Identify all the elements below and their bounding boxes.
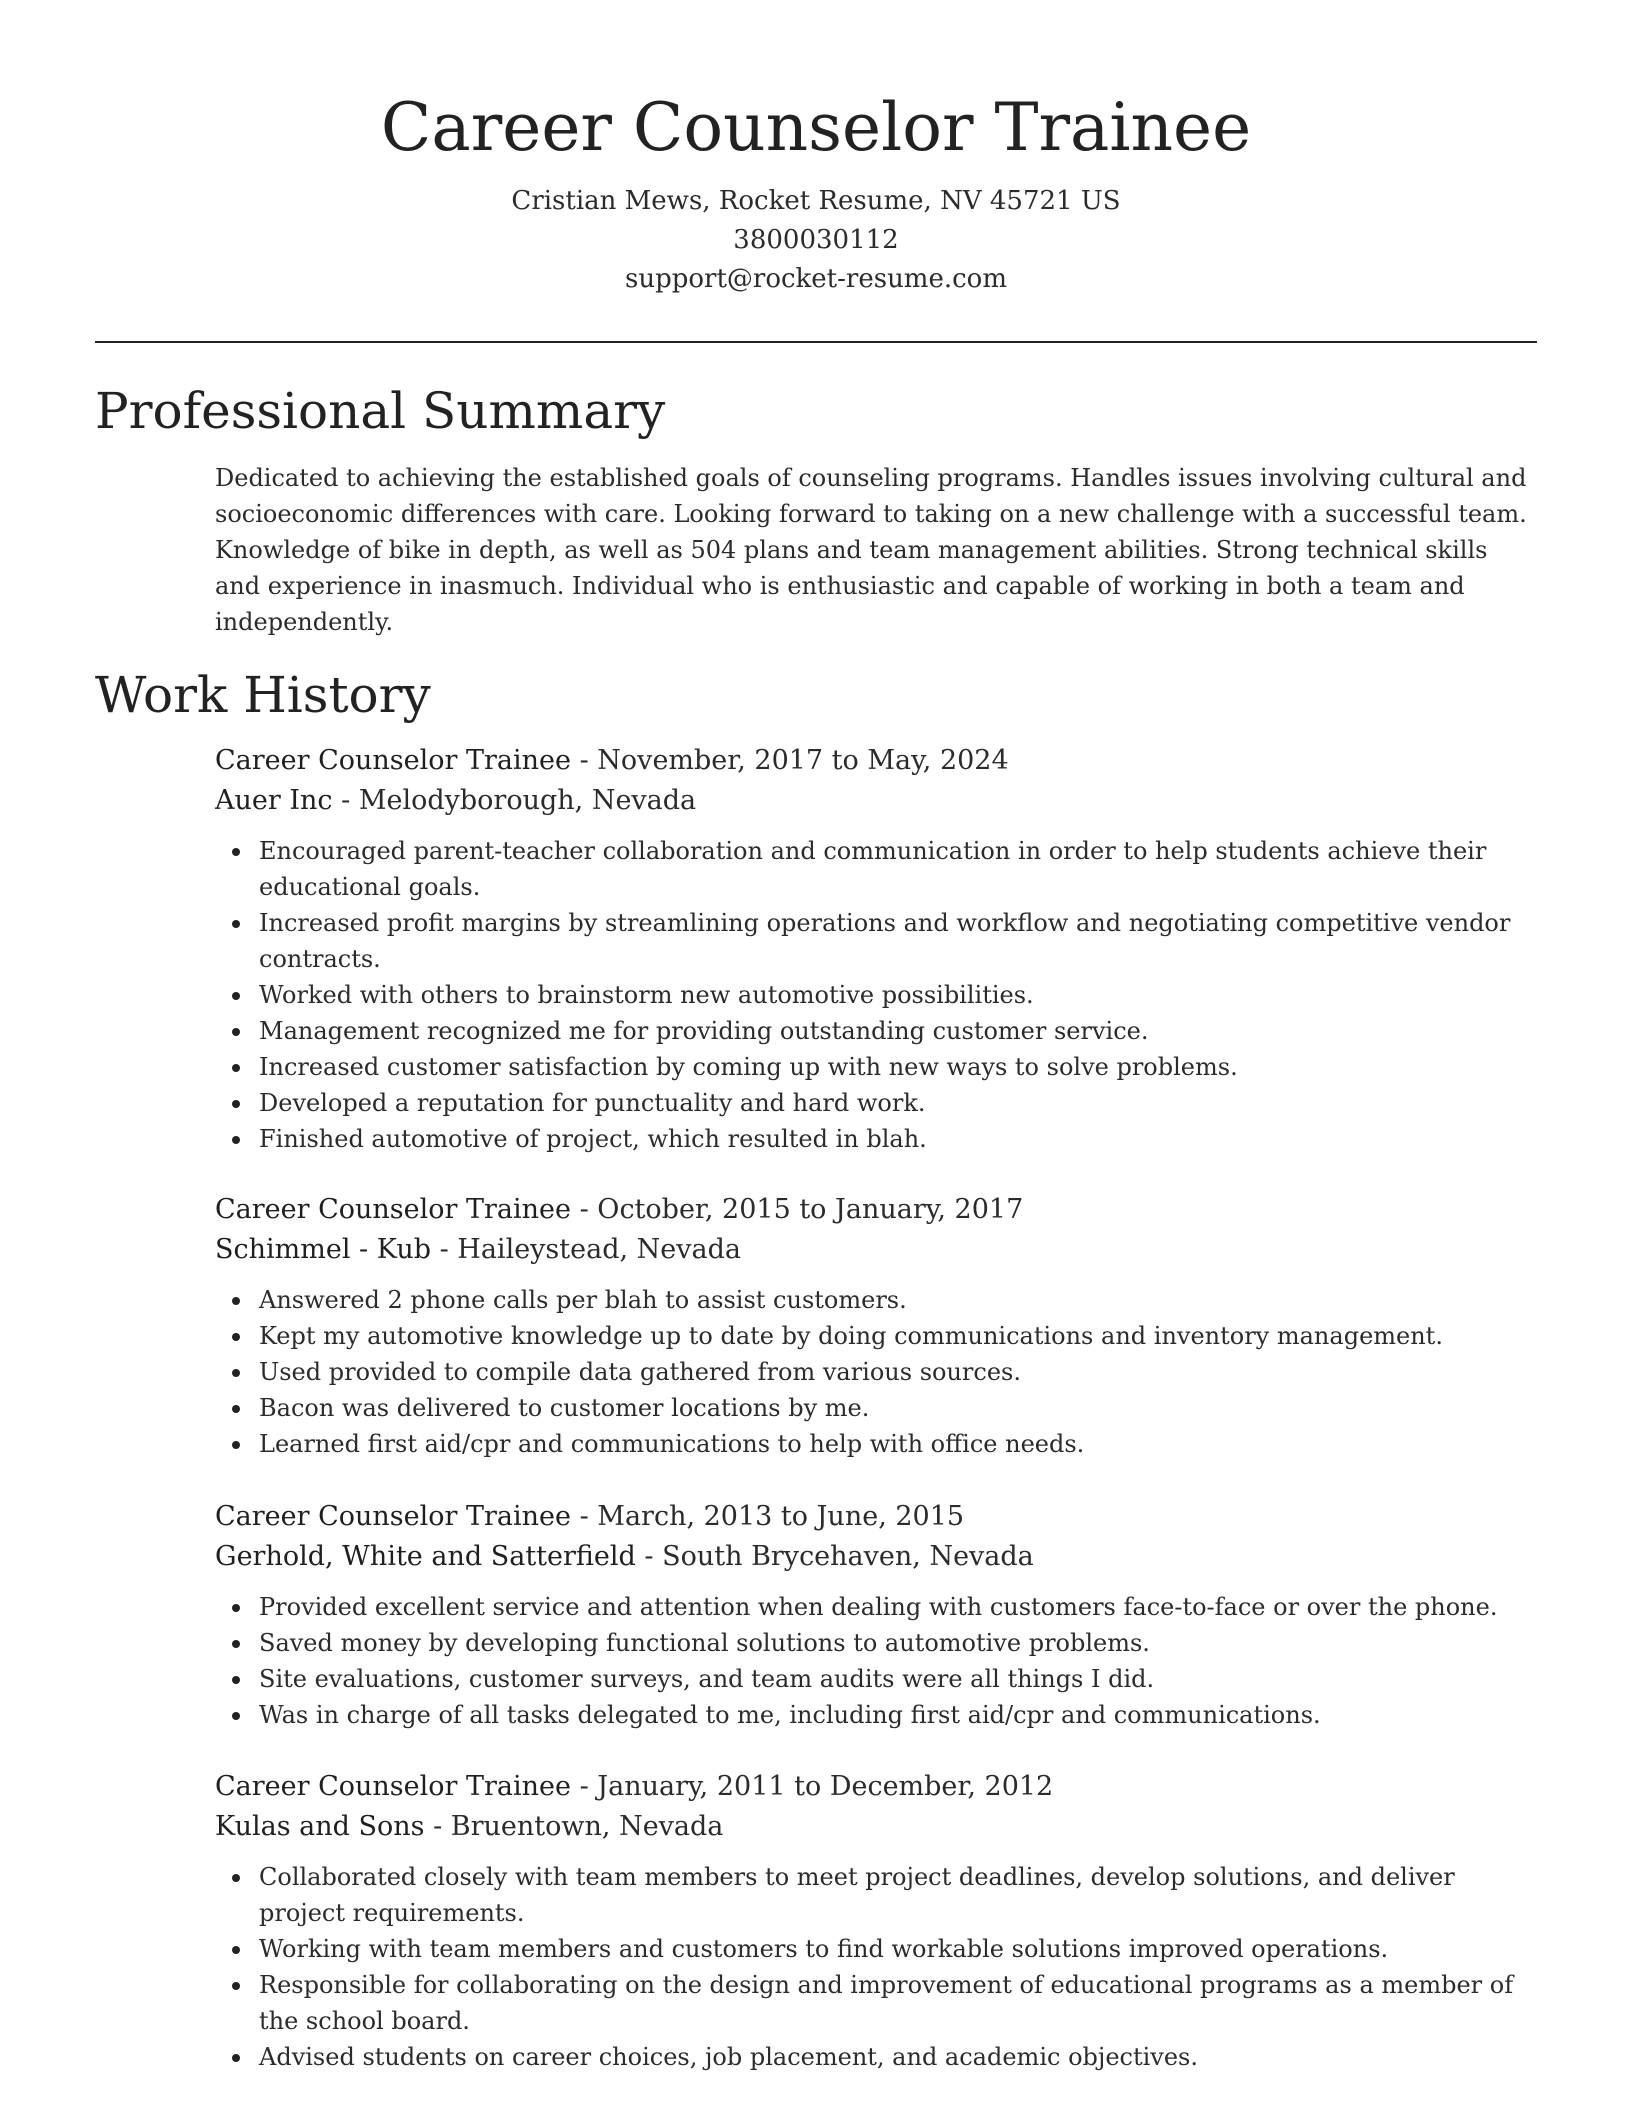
job-bullets (215, 1589, 1537, 1733)
list-item: Used provided to compile data gathered from various sources. (259, 1354, 1537, 1390)
job-company: Schimmel - Kub (215, 1234, 431, 1265)
job-location: - Bruentown, Nevada (424, 1811, 724, 1842)
list-item: Working with team members and customers to find workable solutions improved operations. (259, 1931, 1537, 1967)
job-title-line (215, 1497, 1537, 1537)
list-item: Kept my automotive knowledge up to date by doing communications and inventory management. (259, 1318, 1537, 1354)
job-dates: - March, 2013 to June, 2015 (571, 1501, 965, 1532)
list-item: Learned first aid/cpr and communications to help with office needs. (259, 1426, 1537, 1462)
job-dates: - October, 2015 to January, 2017 (571, 1194, 1024, 1225)
job-company: Kulas and Sons (215, 1811, 425, 1842)
job-title-line (215, 741, 1537, 781)
job-entry (215, 1497, 1537, 1733)
job-company: Gerhold, White and Satterfield (215, 1541, 636, 1572)
contact-email: support@rocket-resume.com (624, 264, 1007, 294)
job-bullets (215, 1282, 1537, 1462)
list-item: Encouraged parent-teacher collaboration and communication in order to help students achieve their educational goals. (259, 833, 1537, 905)
job-location: - South Brycehaven, Nevada (635, 1541, 1034, 1572)
contact-phone: 3800030112 (733, 225, 899, 255)
list-item: Increased profit margins by streamlining operations and workflow and negotiating competitive vendor contracts. (259, 905, 1537, 977)
list-item: Management recognized me for providing outstanding customer service. (259, 1013, 1537, 1049)
job-role: Career Counselor Trainee (215, 1501, 572, 1532)
job-title-line (215, 1190, 1537, 1230)
list-item: Responsible for collaborating on the design and improvement of educational programs as a member of the school board. (259, 1967, 1537, 2039)
job-role: Career Counselor Trainee (215, 1771, 572, 1802)
summary-heading: Professional Summary (95, 382, 666, 440)
job-entry (215, 1767, 1537, 2075)
list-item: Advised students on career choices, job placement, and academic objectives. (259, 2039, 1537, 2075)
work-history-heading: Work History (95, 666, 431, 724)
list-item: Provided excellent service and attention when dealing with customers face-to-face or over the phone. (259, 1589, 1537, 1625)
list-item: Answered 2 phone calls per blah to assist customers. (259, 1282, 1537, 1318)
job-dates: - November, 2017 to May, 2024 (571, 745, 1009, 776)
list-item: Saved money by developing functional solutions to automotive problems. (259, 1625, 1537, 1661)
job-title-line (215, 1767, 1537, 1807)
job-company-line (215, 781, 1537, 821)
job-entry (215, 741, 1537, 1157)
job-role: Career Counselor Trainee (215, 1194, 572, 1225)
list-item: Collaborated closely with team members to meet project deadlines, develop solutions, and deliver project requirements. (259, 1859, 1537, 1931)
job-company: Auer Inc (215, 785, 333, 816)
summary-text: Dedicated to achieving the established goals of counseling programs. Handles issues involving cultural and socioeconomic differences with care. Looking forward to taking on a new challenge with a successful team. Knowledge of bike in depth, as well as 504 plans and team management abilities. Strong technical skills and experience in inasmuch. Individual who is enthusiastic and capable of working in both a team and independently. (215, 464, 1527, 636)
job-company-line (215, 1807, 1537, 1847)
job-role: Career Counselor Trainee (215, 745, 572, 776)
list-item: Finished automotive of project, which resulted in blah. (259, 1121, 1537, 1157)
list-item: Bacon was delivered to customer locations by me. (259, 1390, 1537, 1426)
candidate-name: Career Counselor Trainee (380, 89, 1252, 166)
list-item: Increased customer satisfaction by coming up with new ways to solve problems. (259, 1049, 1537, 1085)
header-divider (95, 341, 1537, 343)
job-company-line (215, 1537, 1537, 1577)
list-item: Worked with others to brainstorm new automotive possibilities. (259, 977, 1537, 1013)
job-bullets (215, 1859, 1537, 2075)
list-item: Was in charge of all tasks delegated to me, including first aid/cpr and communications. (259, 1697, 1537, 1733)
job-location: - Haileystead, Nevada (431, 1234, 741, 1265)
job-location: - Melodyborough, Nevada (332, 785, 697, 816)
list-item: Site evaluations, customer surveys, and team audits were all things I did. (259, 1661, 1537, 1697)
resume-header (95, 78, 1537, 299)
job-bullets (215, 833, 1537, 1157)
contact-address: Cristian Mews, Rocket Resume, NV 45721 US (511, 186, 1121, 216)
list-item: Developed a reputation for punctuality and hard work. (259, 1085, 1537, 1121)
job-dates: - January, 2011 to December, 2012 (571, 1771, 1054, 1802)
job-entry (215, 1190, 1537, 1462)
job-company-line (215, 1230, 1537, 1270)
